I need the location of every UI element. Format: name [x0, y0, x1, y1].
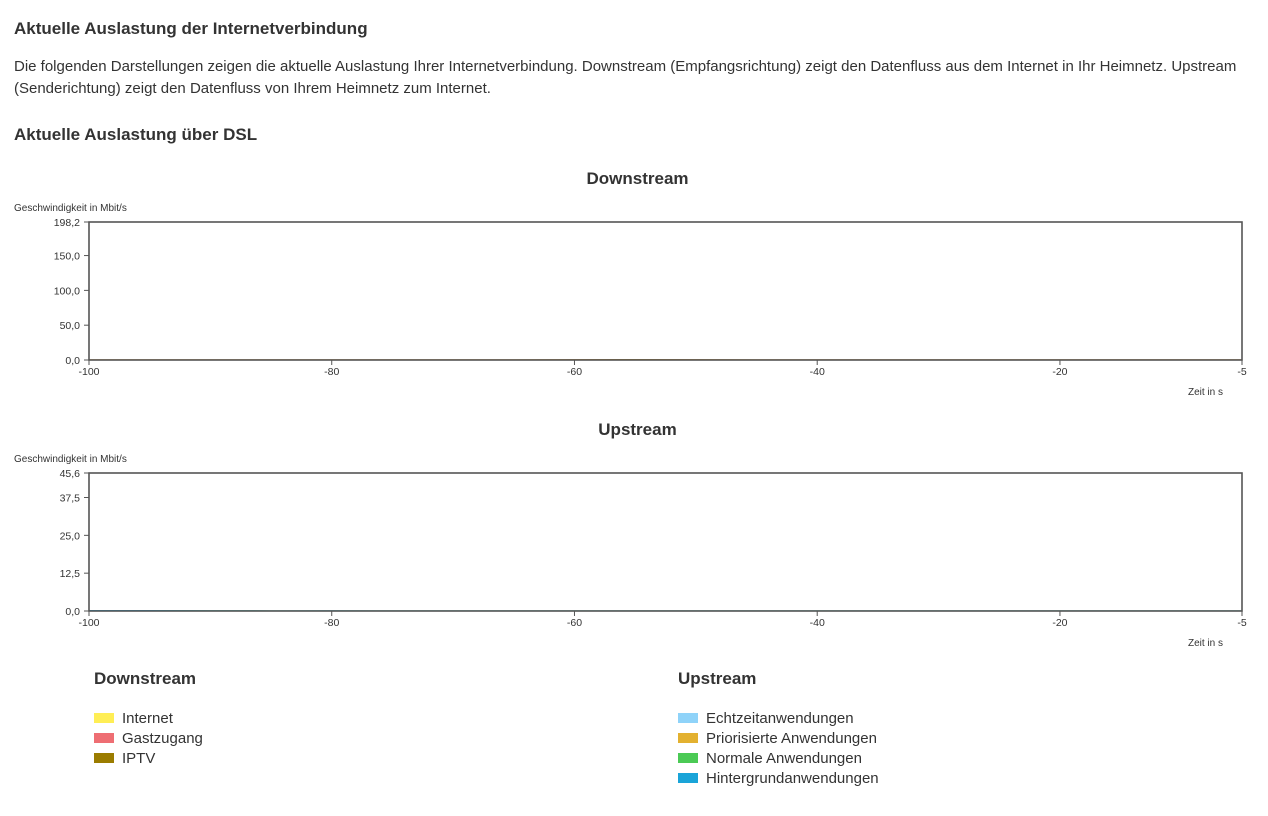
legend-item-echtzeitanwendungen	[678, 708, 879, 728]
upstream-x-tick-label: -20	[1052, 617, 1068, 629]
downstream-y-tick-label: 150,0	[53, 250, 80, 263]
upstream-y-tick-label: 0,0	[65, 606, 80, 618]
upstream-y-tick-label: 45,6	[59, 468, 80, 480]
upstream-x-tick-label: -60	[566, 617, 583, 629]
upstream-x-tick-label: -40	[809, 617, 825, 629]
downstream-y-tick-label: 0,0	[65, 355, 80, 367]
upstream-chart	[0, 411, 1268, 661]
upstream-legend-title: Upstream	[678, 669, 757, 688]
legend-swatch	[94, 753, 114, 763]
page-title: Aktuelle Auslastung der Internetverbindung	[14, 19, 368, 38]
legend-item-normale-anwendungen	[678, 748, 879, 768]
downstream-legend-title: Downstream	[94, 669, 197, 688]
legend-label: Hintergrundanwendungen	[706, 769, 879, 787]
upstream-x-tick-label: -80	[324, 617, 340, 629]
downstream-x-axis-label: Zeit in s	[1187, 387, 1223, 398]
upstream-legend	[678, 668, 879, 788]
legend-item-internet	[94, 708, 203, 728]
page-description: Die folgenden Darstellungen zeigen die aktuelle Auslastung Ihrer Internetverbindung. Downstream (Empfangsrichtung) zeigt den Datenfluss aus dem Internet in Ihr Heimnetz. Upstream (Senderichtung) zeigt den Datenfluss von Ihrem Heimnetz zum Internet.	[14, 58, 1237, 97]
legend-label: IPTV	[122, 749, 156, 767]
downstream-x-tick-label: -80	[324, 366, 340, 378]
legend-swatch	[94, 733, 114, 743]
legend-label: Echtzeitanwendungen	[706, 709, 854, 727]
downstream-legend-items	[94, 708, 203, 768]
downstream-y-axis-label: Geschwindigkeit in Mbit/s	[14, 203, 127, 214]
downstream-chart-title: Downstream	[586, 169, 689, 188]
legend-label: Gastzugang	[122, 729, 203, 747]
legend-label: Internet	[122, 709, 173, 727]
downstream-x-tick-label: -5	[1237, 366, 1247, 378]
upstream-y-tick-label: 12,5	[59, 568, 80, 581]
legend-swatch	[678, 713, 698, 723]
legend-swatch	[678, 773, 698, 783]
upstream-x-tick-label: -100	[78, 617, 100, 629]
legend-item-iptv	[94, 748, 203, 768]
downstream-x-tick-label: -60	[566, 366, 583, 378]
legend-item-hintergrundanwendungen	[678, 768, 879, 788]
legend-swatch	[94, 713, 114, 723]
upstream-legend-items	[678, 708, 879, 788]
upstream-y-axis-label: Geschwindigkeit in Mbit/s	[14, 454, 127, 465]
legend-item-priorisierte-anwendungen	[678, 728, 879, 748]
downstream-chart	[0, 160, 1268, 410]
downstream-x-tick-label: -40	[809, 366, 825, 378]
upstream-x-axis-label: Zeit in s	[1187, 638, 1223, 649]
section-title: Aktuelle Auslastung über DSL	[14, 125, 258, 144]
legend-swatch	[678, 753, 698, 763]
downstream-x-tick-label: -20	[1052, 366, 1068, 378]
legend-item-gastzugang	[94, 728, 203, 748]
upstream-y-tick-label: 37,5	[59, 492, 80, 505]
legend-label: Priorisierte Anwendungen	[706, 729, 877, 747]
downstream-y-tick-label: 198,2	[53, 217, 80, 229]
downstream-y-tick-label: 50,0	[59, 320, 80, 333]
legend-label: Normale Anwendungen	[706, 749, 862, 767]
upstream-chart-title: Upstream	[598, 420, 677, 439]
downstream-legend	[94, 668, 203, 768]
downstream-x-tick-label: -100	[78, 366, 100, 378]
legend-swatch	[678, 733, 698, 743]
upstream-x-tick-label: -5	[1237, 617, 1247, 629]
downstream-y-tick-label: 100,0	[53, 285, 80, 298]
upstream-y-tick-label: 25,0	[59, 530, 80, 543]
upstream-plot-frame	[89, 473, 1242, 611]
downstream-plot-frame	[89, 222, 1242, 360]
